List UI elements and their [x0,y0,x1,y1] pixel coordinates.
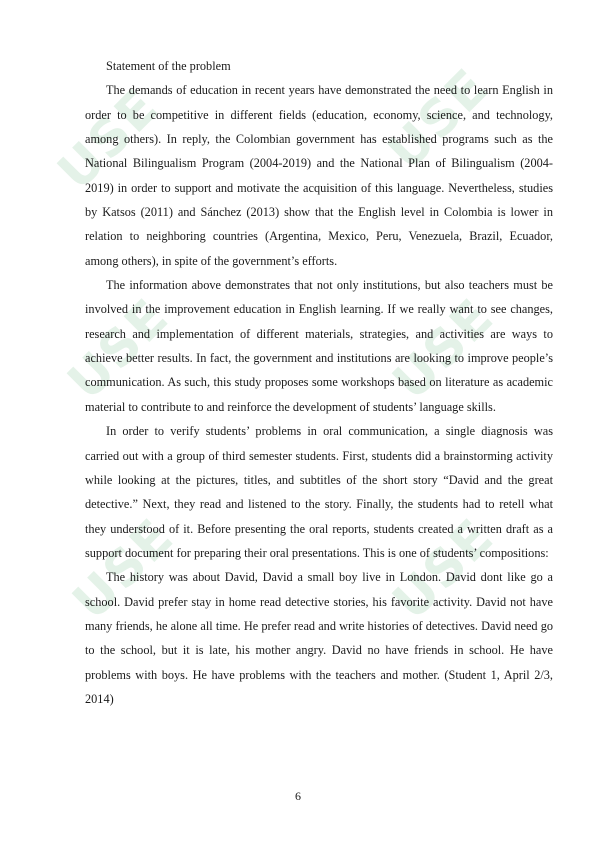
watermark-text: USE [381,507,506,631]
paragraph: In order to verify students’ problems in oral communication, a single diagnosis was carried out with a group of third semester students. First, students did a brainstorming activity while looking at the pictures, titles, and subtitles of the short story “David and the great detective.” Next, they read and listened to the story. Finally, the students had to retell what they understood of it. Before presenting the oral reports, students created a written draft as a support document for preparing their oral presentations. This is one of students’ compositions: [85,424,553,560]
watermark-text: USE [376,57,501,181]
paragraph: The information above demonstrates that not only institutions, but also teachers must be involved in the improvement education in English learning. If we really want to see changes, research and implementation of different materials, strategies, and activities are ways to achieve better results. In fact, the government and institutions are looking to improve people’s communication. As such, this study proposes some workshops based on literature as academic material to contribute to and reinforce the development of students’ language skills. [85,278,553,414]
watermark-text: USE [381,287,506,411]
watermark-text: USE [56,287,181,411]
paragraph: The demands of education in recent years have demonstrated the need to learn English in order to be competitive in different fields (education, economy, science, and technology, among others). In reply, the Colombian government has established programs such as the National Bilingualism Program (2004-2019) and the National Plan of Bilingualism (2004-2019) in order to support and motivate the acquisition of this language. Nevertheless, studies by Katsos (2011) and Sánchez (2013) show that the English level in Colombia is lower in relation to neighboring countries (Argentina, Mexico, Peru, Venezuela, Brazil, Ecuador, among others), in spite of the government’s efforts. [85,83,553,268]
body-text [85,54,553,711]
watermark-text: USE [46,77,171,201]
watermark-text: USE [61,507,186,631]
page-number: 6 [295,789,301,803]
section-heading: Statement of the problem [106,59,231,73]
student-composition-quote: The history was about David, David a small boy live in London. David dont like go a school. David prefer stay in home read detective stories, his favorite activity. David not have many friends, he alone all time. He prefer read and write histories of detectives. David need go to the school, but it is late, his mother angry. David no have friends in school. He have problems with boys. He have problems with the teachers and mother. (Student 1, April 2/3, 2014) [85,570,553,706]
